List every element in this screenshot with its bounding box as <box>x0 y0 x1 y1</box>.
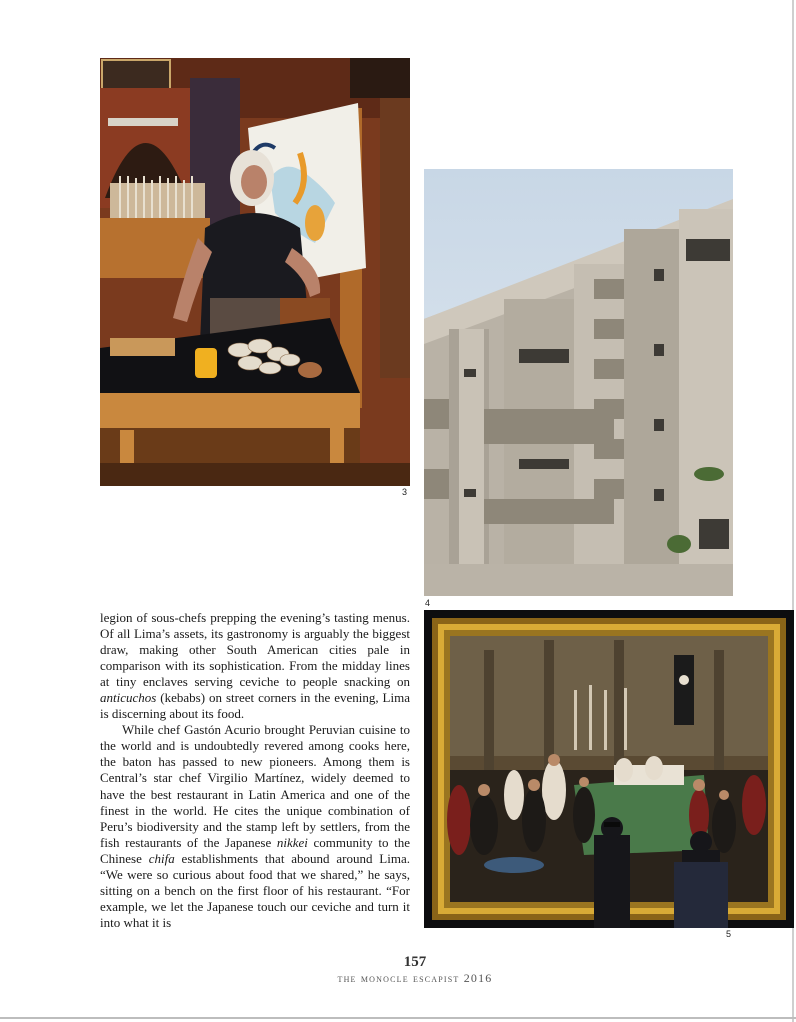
page-edge-bottom <box>0 1017 796 1019</box>
photo-museum-painting <box>424 610 794 928</box>
page-number: 157 <box>403 954 427 970</box>
paragraph-1: legion of sous-chefs prepping the evening’s tasting menus. Of all Lima’s assets, its gastronomy is arguably the biggest draw, making other South American cities pale in comparison with its sophistication. From the midday lines at tiny enclaves serving ceviche to people snacking on anticuchos (kebabs) on street corners in the evening, Lima is discerning about its food. <box>100 610 410 722</box>
photo-3-caption-number: 3 <box>402 487 408 497</box>
photo-4-caption-number: 4 <box>425 598 431 608</box>
photo-5-caption-number: 5 <box>726 929 732 939</box>
article-body <box>100 610 410 931</box>
running-head: the monocle escapist 2016 <box>337 971 493 985</box>
paragraph-2: While chef Gastón Acurio brought Peruvian cuisine to the world and is undoubtedly revered among cooks here, the baton has passed to new pioneers. Among them is Central’s star chef Virgilio Martínez, widely deemed to have the best restaurant in Latin America and one of the finest in the world. He cites the unique combination of Peru’s biodiversity and the stamp left by settlers, from the fish restaurants of the Japanese nikkei community to the Chinese chifa establishments that abound around Lima. “We were so curious about food that we shared,” he says, sitting on a bench on the first floor of his restaurant. “For example, we let the Japanese touch our ceviche and turn it into what it is <box>100 722 410 930</box>
photo-artist-studio <box>100 58 410 486</box>
photo-concrete-building <box>424 169 733 596</box>
